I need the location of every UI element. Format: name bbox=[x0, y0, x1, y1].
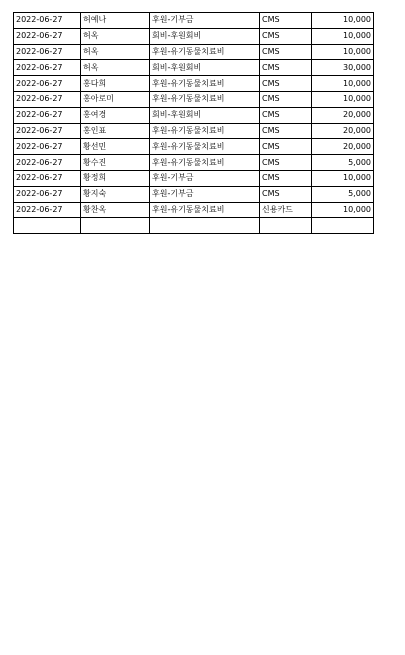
date-cell: 2022-06-27 bbox=[14, 44, 81, 60]
date-cell: 2022-06-27 bbox=[14, 155, 81, 171]
payment-cell: CMS bbox=[260, 28, 312, 44]
name-cell: 홍다희 bbox=[81, 76, 150, 92]
payment-cell: 신용카드 bbox=[260, 202, 312, 218]
date-cell: 2022-06-27 bbox=[14, 107, 81, 123]
payment-cell: CMS bbox=[260, 123, 312, 139]
type-cell bbox=[150, 218, 260, 234]
donation-table bbox=[13, 12, 374, 234]
name-cell: 황수진 bbox=[81, 155, 150, 171]
payment-cell bbox=[260, 218, 312, 234]
date-cell bbox=[14, 218, 81, 234]
date-cell: 2022-06-27 bbox=[14, 123, 81, 139]
table-row bbox=[14, 139, 374, 155]
payment-cell: CMS bbox=[260, 139, 312, 155]
name-cell: 황선민 bbox=[81, 139, 150, 155]
amount-cell: 10,000 bbox=[312, 170, 374, 186]
amount-cell: 10,000 bbox=[312, 76, 374, 92]
date-cell: 2022-06-27 bbox=[14, 28, 81, 44]
name-cell: 홍여경 bbox=[81, 107, 150, 123]
table-row bbox=[14, 13, 374, 29]
type-cell: 후원-기부금 bbox=[150, 186, 260, 202]
payment-cell: CMS bbox=[260, 155, 312, 171]
name-cell: 황찬옥 bbox=[81, 202, 150, 218]
payment-cell: CMS bbox=[260, 91, 312, 107]
amount-cell: 20,000 bbox=[312, 123, 374, 139]
type-cell: 후원-유기동물치료비 bbox=[150, 202, 260, 218]
table-row bbox=[14, 202, 374, 218]
date-cell: 2022-06-27 bbox=[14, 76, 81, 92]
type-cell: 후원-유기동물치료비 bbox=[150, 44, 260, 60]
payment-cell: CMS bbox=[260, 170, 312, 186]
name-cell: 허옥 bbox=[81, 60, 150, 76]
date-cell: 2022-06-27 bbox=[14, 91, 81, 107]
payment-cell: CMS bbox=[260, 186, 312, 202]
amount-cell: 20,000 bbox=[312, 107, 374, 123]
donation-table-body bbox=[14, 13, 374, 234]
payment-cell: CMS bbox=[260, 107, 312, 123]
payment-cell: CMS bbox=[260, 60, 312, 76]
amount-cell: 10,000 bbox=[312, 91, 374, 107]
name-cell bbox=[81, 218, 150, 234]
payment-cell: CMS bbox=[260, 44, 312, 60]
type-cell: 후원-기부금 bbox=[150, 170, 260, 186]
date-cell: 2022-06-27 bbox=[14, 60, 81, 76]
amount-cell bbox=[312, 218, 374, 234]
name-cell: 홍아로미 bbox=[81, 91, 150, 107]
amount-cell: 5,000 bbox=[312, 155, 374, 171]
amount-cell: 30,000 bbox=[312, 60, 374, 76]
date-cell: 2022-06-27 bbox=[14, 186, 81, 202]
type-cell: 후원-유기동물치료비 bbox=[150, 139, 260, 155]
amount-cell: 10,000 bbox=[312, 44, 374, 60]
table-row bbox=[14, 91, 374, 107]
type-cell: 후원-유기동물치료비 bbox=[150, 155, 260, 171]
type-cell: 후원-기부금 bbox=[150, 13, 260, 29]
type-cell: 후원-유기동물치료비 bbox=[150, 123, 260, 139]
type-cell: 후원-유기동물치료비 bbox=[150, 76, 260, 92]
amount-cell: 20,000 bbox=[312, 139, 374, 155]
table-row bbox=[14, 44, 374, 60]
date-cell: 2022-06-27 bbox=[14, 170, 81, 186]
table-row bbox=[14, 123, 374, 139]
type-cell: 후원-유기동물치료비 bbox=[150, 91, 260, 107]
name-cell: 허예나 bbox=[81, 13, 150, 29]
name-cell: 허옥 bbox=[81, 44, 150, 60]
table-row bbox=[14, 186, 374, 202]
type-cell: 회비-후원회비 bbox=[150, 107, 260, 123]
type-cell: 회비-후원회비 bbox=[150, 60, 260, 76]
table-row bbox=[14, 60, 374, 76]
amount-cell: 10,000 bbox=[312, 202, 374, 218]
date-cell: 2022-06-27 bbox=[14, 13, 81, 29]
name-cell: 황정희 bbox=[81, 170, 150, 186]
payment-cell: CMS bbox=[260, 13, 312, 29]
name-cell: 황지숙 bbox=[81, 186, 150, 202]
table-row bbox=[14, 155, 374, 171]
amount-cell: 10,000 bbox=[312, 28, 374, 44]
name-cell: 허옥 bbox=[81, 28, 150, 44]
table-row bbox=[14, 28, 374, 44]
amount-cell: 5,000 bbox=[312, 186, 374, 202]
payment-cell: CMS bbox=[260, 76, 312, 92]
table-row bbox=[14, 76, 374, 92]
date-cell: 2022-06-27 bbox=[14, 139, 81, 155]
empty-table-row bbox=[14, 218, 374, 234]
name-cell: 홍인표 bbox=[81, 123, 150, 139]
date-cell: 2022-06-27 bbox=[14, 202, 81, 218]
table-row bbox=[14, 170, 374, 186]
amount-cell: 10,000 bbox=[312, 13, 374, 29]
type-cell: 회비-후원회비 bbox=[150, 28, 260, 44]
table-row bbox=[14, 107, 374, 123]
